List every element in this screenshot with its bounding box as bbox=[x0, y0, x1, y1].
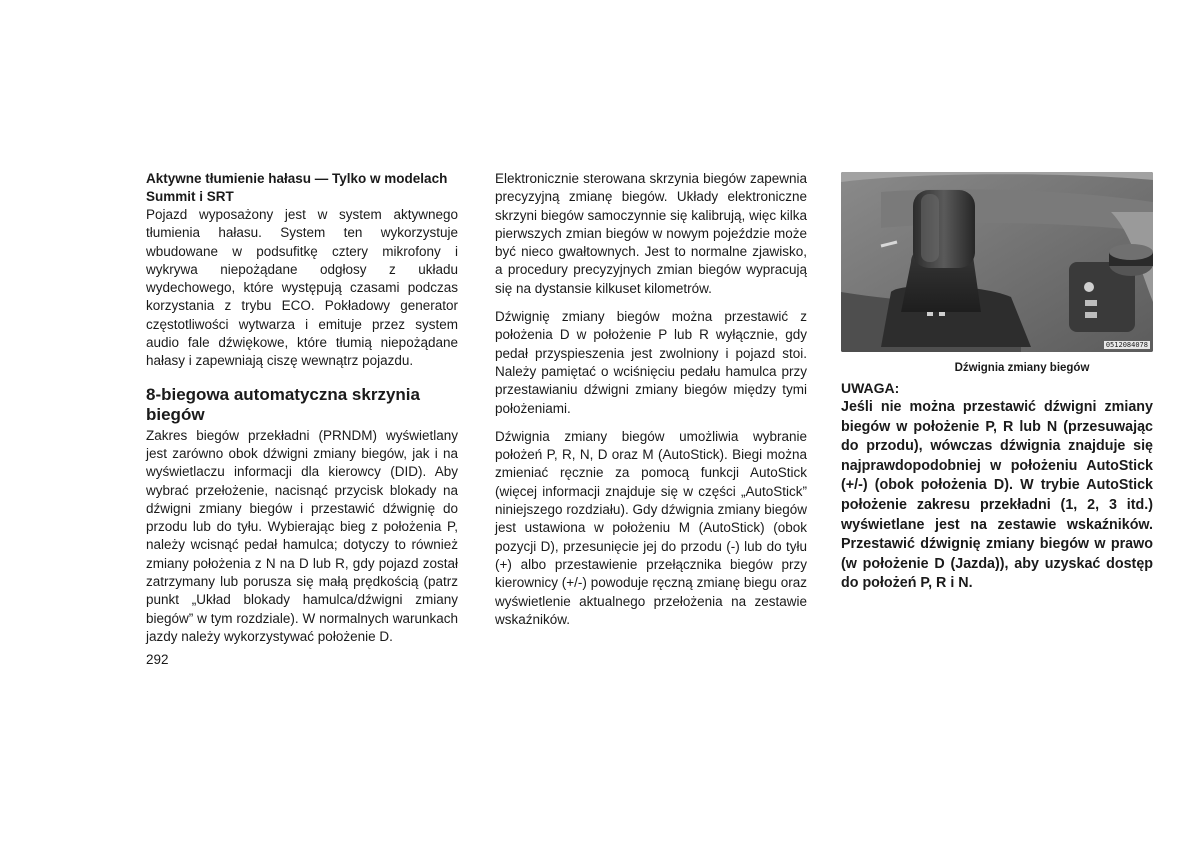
section-heading-transmission: 8-biegowa automatyczna skrzynia biegów bbox=[146, 384, 420, 424]
page-number: 292 bbox=[146, 652, 169, 667]
note-body: Jeśli nie można przestawić dźwigni zmiany biegów w położenie P, R lub N (przesuwając do przodu), wówczas dźwignia znajduje się najprawdopodobniej w położeniu AutoStick (+/-) (obok położenia D). W trybie AutoStick położenie zakresu przekładni (1, 2, 3 itd.) wyświetlane jest na zestawie wskaźników. Przestawić dźwignię zmiany biegów w prawo (w położenie D (Jazda)), aby uzyskać dostęp do położeń P, R i N. bbox=[841, 399, 1153, 592]
paragraph-lever-positions: Dźwignię zmiany biegów można przestawić z położenia D w położenie P lub R wyłącznie, gdy pedał przyspieszenia jest zwolniony i pojazd stoi. Należy pamiętać o wciśnięciu pedału hamulca przy przestawianiu dźwigni zmiany biegów między tymi położeniami. bbox=[495, 309, 807, 416]
section-heading-noise: Aktywne tłumienie hałasu — Tylko w modelach Summit i SRT bbox=[146, 171, 448, 204]
photo-reference-id: 0512084078 bbox=[1105, 341, 1148, 349]
paragraph-autostick: Dźwignia zmiany biegów umożliwia wybranie położeń P, R, N, D oraz M (AutoStick). Biegi można zmieniać ręcznie za pomocą funkcji AutoStick (więcej informacji znajduje się w części „AutoStick” niniejszego rozdziału). Gdy dźwignia zmiany biegów jest ustawiona w położeniu M (AutoStick) (obok pozycji D), przesunięcie jej do przodu (-) lub do tyłu (+) albo przestawienie przełącznika biegów przy kierownicy (+/-) powoduje ręczną zmianę biegu oraz wyświetlenie aktualnego przełożenia na zestawie wskaźników. bbox=[495, 428, 807, 627]
gear-lever-photo bbox=[841, 172, 1153, 352]
paragraph-electronic: Elektronicznie sterowana skrzynia biegów zapewnia precyzyjną zmianę biegów. Układy elektroniczne skrzyni biegów samoczynnie się kalibrują, więc kilka pierwszych zmian biegów w nowym pojeździe może być nieco gwałtownych. Jest to normalne zjawisko, a procedury precyzyjnych zmian biegów wypracują się na dystansie kilkuset kilometrów. bbox=[495, 171, 807, 296]
photo-caption: Dźwignia zmiany biegów bbox=[954, 362, 1090, 374]
paragraph-transmission: Zakres biegów przekładni (PRNDM) wyświetlany jest zarówno obok dźwigni zmiany biegów, jak i na wyświetlaczu informacji dla kierowcy (DID). Aby wybrać przełożenie, nacisnąć przycisk blokady na dźwigni zmiany biegów i przestawić dźwignię do przodu lub do tyłu. Wybierając bieg z położenia P, należy wcisnąć pedał hamulca; dotyczy to również zmiany położenia z N na D lub R, gdy pojazd został zatrzymany lub porusza się małą prędkością (patrz punkt „Układ blokady hamulca/dźwigni zmiany biegów” w tym rozdziale). W normalnych warunkach jazdy należy wykorzystywać położenie D. bbox=[146, 427, 458, 644]
left-column bbox=[146, 170, 458, 646]
note-title: UWAGA: bbox=[841, 380, 900, 396]
paragraph-noise: Pojazd wyposażony jest w system aktywnego tłumienia hałasu. System ten wykorzystuje wbudowane w podsufitkę cztery mikrofony i wykrywa niepożądane odgłosy z układu wydechowego, które występują czasami podczas korzystania z trybu ECO. Pokładowy generator częstotliwości wytwarza i emituje przez system audio fale dźwiękowe, które tłumią niepożądane hałasy i zapewniają ciszę wewnątrz pojazdu. bbox=[146, 207, 458, 369]
right-column bbox=[841, 172, 1153, 594]
gear-lever-illustration bbox=[841, 172, 1153, 352]
middle-column bbox=[495, 170, 807, 629]
